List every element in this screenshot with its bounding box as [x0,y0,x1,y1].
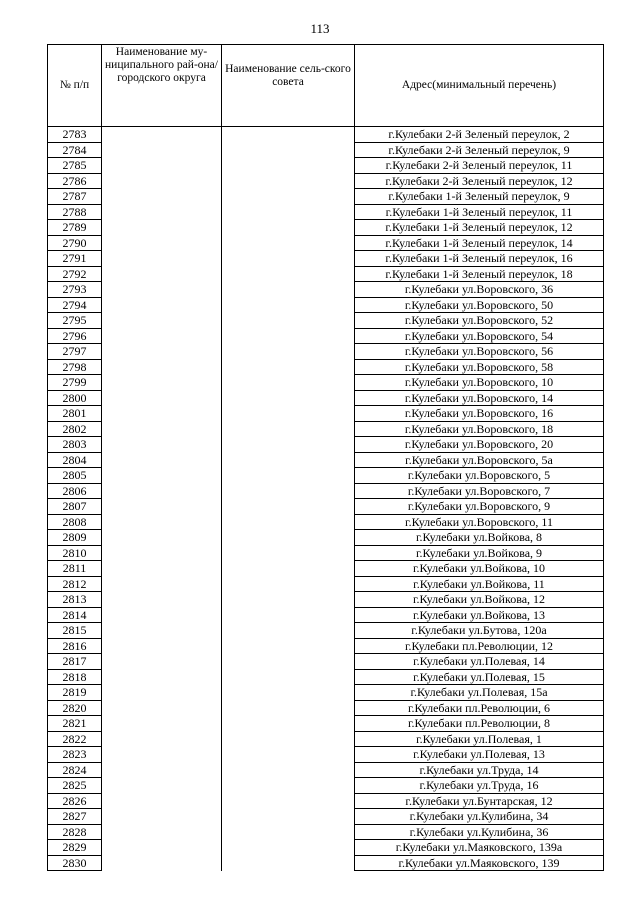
address-cell: г.Кулебаки ул.Полевая, 13 [355,747,604,763]
council-cell [222,359,355,375]
table-row [48,468,604,484]
council-cell [222,669,355,685]
council-cell [222,545,355,561]
council-cell [222,855,355,871]
row-number: 2807 [48,499,102,515]
row-number: 2819 [48,685,102,701]
address-cell: г.Кулебаки ул.Войкова, 11 [355,576,604,592]
row-number: 2813 [48,592,102,608]
district-cell [102,840,222,856]
table-row [48,793,604,809]
district-cell [102,375,222,391]
district-cell [102,747,222,763]
district-cell [102,669,222,685]
table-row [48,809,604,825]
council-cell [222,390,355,406]
council-cell [222,840,355,856]
district-cell [102,235,222,251]
table-row [48,545,604,561]
table-row [48,344,604,360]
address-cell: г.Кулебаки 1-й Зеленый переулок, 11 [355,204,604,220]
row-number: 2816 [48,638,102,654]
row-number: 2827 [48,809,102,825]
table-row [48,561,604,577]
table-row [48,576,604,592]
table-row [48,530,604,546]
row-number: 2790 [48,235,102,251]
district-cell [102,266,222,282]
council-cell [222,421,355,437]
table-row [48,762,604,778]
district-cell [102,142,222,158]
table-row [48,778,604,794]
address-cell: г.Кулебаки ул.Воровского, 58 [355,359,604,375]
address-cell: г.Кулебаки 2-й Зеленый переулок, 12 [355,173,604,189]
district-cell [102,189,222,205]
row-number: 2825 [48,778,102,794]
table-row [48,716,604,732]
council-cell [222,173,355,189]
district-cell [102,592,222,608]
council-cell [222,654,355,670]
council-cell [222,158,355,174]
address-cell: г.Кулебаки ул.Воровского, 52 [355,313,604,329]
table-row [48,127,604,143]
district-cell [102,499,222,515]
address-cell: г.Кулебаки пл.Революции, 6 [355,700,604,716]
council-cell [222,824,355,840]
address-cell: г.Кулебаки ул.Воровского, 7 [355,483,604,499]
council-cell [222,716,355,732]
table-row [48,313,604,329]
address-registry-table [47,44,604,871]
council-cell [222,189,355,205]
header-number: № п/п [48,45,102,127]
row-number: 2818 [48,669,102,685]
row-number: 2817 [48,654,102,670]
table-row [48,700,604,716]
row-number: 2792 [48,266,102,282]
row-number: 2806 [48,483,102,499]
table-row [48,282,604,298]
district-cell [102,328,222,344]
address-cell: г.Кулебаки ул.Кулибина, 36 [355,824,604,840]
row-number: 2799 [48,375,102,391]
council-cell [222,313,355,329]
address-cell: г.Кулебаки ул.Войкова, 8 [355,530,604,546]
district-cell [102,530,222,546]
row-number: 2788 [48,204,102,220]
council-cell [222,235,355,251]
address-cell: г.Кулебаки пл.Революции, 12 [355,638,604,654]
row-number: 2789 [48,220,102,236]
address-cell: г.Кулебаки ул.Воровского, 14 [355,390,604,406]
district-cell [102,390,222,406]
header-address: Адрес(минимальный перечень) [355,45,604,127]
row-number: 2810 [48,545,102,561]
table-row [48,747,604,763]
district-cell [102,638,222,654]
address-cell: г.Кулебаки 2-й Зеленый переулок, 11 [355,158,604,174]
address-cell: г.Кулебаки 1-й Зеленый переулок, 14 [355,235,604,251]
address-cell: г.Кулебаки ул.Воровского, 54 [355,328,604,344]
council-cell [222,282,355,298]
council-cell [222,437,355,453]
district-cell [102,824,222,840]
row-number: 2814 [48,607,102,623]
council-cell [222,220,355,236]
row-number: 2830 [48,855,102,871]
district-cell [102,607,222,623]
table-row [48,359,604,375]
district-cell [102,514,222,530]
table-row [48,623,604,639]
table-row [48,731,604,747]
district-cell [102,700,222,716]
address-cell: г.Кулебаки ул.Воровского, 9 [355,499,604,515]
table-row [48,235,604,251]
district-cell [102,127,222,143]
address-cell: г.Кулебаки ул.Воровского, 56 [355,344,604,360]
table-row [48,204,604,220]
table-row [48,855,604,871]
district-cell [102,716,222,732]
row-number: 2803 [48,437,102,453]
table-row [48,638,604,654]
council-cell [222,530,355,546]
row-number: 2797 [48,344,102,360]
council-cell [222,778,355,794]
district-cell [102,282,222,298]
district-cell [102,468,222,484]
district-cell [102,251,222,267]
district-cell [102,793,222,809]
address-cell: г.Кулебаки ул.Воровского, 20 [355,437,604,453]
address-cell: г.Кулебаки ул.Воровского, 18 [355,421,604,437]
row-number: 2811 [48,561,102,577]
district-cell [102,437,222,453]
row-number: 2793 [48,282,102,298]
council-cell [222,406,355,422]
table-row [48,142,604,158]
address-cell: г.Кулебаки ул.Воровского, 11 [355,514,604,530]
council-cell [222,499,355,515]
row-number: 2815 [48,623,102,639]
district-cell [102,561,222,577]
council-cell [222,762,355,778]
council-cell [222,592,355,608]
council-cell [222,344,355,360]
district-cell [102,762,222,778]
district-cell [102,421,222,437]
district-cell [102,158,222,174]
table-row [48,824,604,840]
table-row [48,840,604,856]
row-number: 2801 [48,406,102,422]
address-cell: г.Кулебаки ул.Труда, 14 [355,762,604,778]
council-cell [222,297,355,313]
row-number: 2802 [48,421,102,437]
council-cell [222,204,355,220]
council-cell [222,731,355,747]
district-cell [102,406,222,422]
row-number: 2823 [48,747,102,763]
council-cell [222,700,355,716]
district-cell [102,173,222,189]
row-number: 2812 [48,576,102,592]
address-cell: г.Кулебаки 1-й Зеленый переулок, 16 [355,251,604,267]
council-cell [222,452,355,468]
council-cell [222,576,355,592]
table-header [48,45,604,127]
table-row [48,685,604,701]
district-cell [102,855,222,871]
address-cell: г.Кулебаки ул.Воровского, 10 [355,375,604,391]
table-row [48,669,604,685]
row-number: 2824 [48,762,102,778]
council-cell [222,127,355,143]
district-cell [102,452,222,468]
row-number: 2804 [48,452,102,468]
address-cell: г.Кулебаки ул.Полевая, 15 [355,669,604,685]
district-cell [102,204,222,220]
row-number: 2787 [48,189,102,205]
table-row [48,452,604,468]
address-cell: г.Кулебаки ул.Полевая, 15а [355,685,604,701]
row-number: 2795 [48,313,102,329]
district-cell [102,359,222,375]
address-cell: г.Кулебаки 2-й Зеленый переулок, 9 [355,142,604,158]
row-number: 2821 [48,716,102,732]
table-row [48,189,604,205]
table-row [48,220,604,236]
row-number: 2829 [48,840,102,856]
row-number: 2798 [48,359,102,375]
address-cell: г.Кулебаки ул.Воровского, 36 [355,282,604,298]
address-cell: г.Кулебаки ул.Воровского, 5 [355,468,604,484]
row-number: 2826 [48,793,102,809]
address-cell: г.Кулебаки ул.Маяковского, 139а [355,840,604,856]
address-cell: г.Кулебаки 1-й Зеленый переулок, 9 [355,189,604,205]
council-cell [222,328,355,344]
district-cell [102,483,222,499]
council-cell [222,561,355,577]
row-number: 2783 [48,127,102,143]
district-cell [102,220,222,236]
address-cell: г.Кулебаки ул.Войкова, 12 [355,592,604,608]
district-cell [102,545,222,561]
address-cell: г.Кулебаки 1-й Зеленый переулок, 18 [355,266,604,282]
council-cell [222,266,355,282]
council-cell [222,375,355,391]
address-cell: г.Кулебаки ул.Бунтарская, 12 [355,793,604,809]
council-cell [222,793,355,809]
header-district: Наименование му-ниципального рай-она/ городского округа [102,45,222,127]
table-row [48,158,604,174]
district-cell [102,313,222,329]
table-row [48,173,604,189]
district-cell [102,297,222,313]
table-row [48,328,604,344]
table-row [48,406,604,422]
address-cell: г.Кулебаки ул.Бутова, 120а [355,623,604,639]
council-cell [222,468,355,484]
address-cell: г.Кулебаки пл.Революции, 8 [355,716,604,732]
address-cell: г.Кулебаки ул.Воровского, 5а [355,452,604,468]
address-cell: г.Кулебаки ул.Войкова, 9 [355,545,604,561]
row-number: 2809 [48,530,102,546]
table-row [48,607,604,623]
row-number: 2784 [48,142,102,158]
table-row [48,654,604,670]
row-number: 2785 [48,158,102,174]
council-cell [222,142,355,158]
header-row [48,45,604,127]
table-row [48,592,604,608]
row-number: 2794 [48,297,102,313]
row-number: 2828 [48,824,102,840]
district-cell [102,576,222,592]
council-cell [222,251,355,267]
row-number: 2800 [48,390,102,406]
address-cell: г.Кулебаки ул.Маяковского, 139 [355,855,604,871]
page-number: 113 [310,21,330,36]
address-cell: г.Кулебаки ул.Полевая, 14 [355,654,604,670]
council-cell [222,809,355,825]
row-number: 2808 [48,514,102,530]
address-cell: г.Кулебаки ул.Войкова, 13 [355,607,604,623]
district-cell [102,623,222,639]
table-row [48,251,604,267]
row-number: 2805 [48,468,102,484]
district-cell [102,809,222,825]
table-row [48,421,604,437]
row-number: 2796 [48,328,102,344]
council-cell [222,483,355,499]
council-cell [222,638,355,654]
district-cell [102,344,222,360]
district-cell [102,654,222,670]
table-row [48,266,604,282]
address-cell: г.Кулебаки ул.Войкова, 10 [355,561,604,577]
row-number: 2791 [48,251,102,267]
table-row [48,499,604,515]
council-cell [222,623,355,639]
table-row [48,437,604,453]
council-cell [222,747,355,763]
council-cell [222,607,355,623]
row-number: 2786 [48,173,102,189]
district-cell [102,685,222,701]
district-cell [102,778,222,794]
row-number: 2820 [48,700,102,716]
table-row [48,390,604,406]
address-cell: г.Кулебаки ул.Полевая, 1 [355,731,604,747]
table-row [48,297,604,313]
address-cell: г.Кулебаки ул.Труда, 16 [355,778,604,794]
address-cell: г.Кулебаки 1-й Зеленый переулок, 12 [355,220,604,236]
table-row [48,514,604,530]
address-cell: г.Кулебаки ул.Кулибина, 34 [355,809,604,825]
table-body [48,127,604,871]
council-cell [222,685,355,701]
district-cell [102,731,222,747]
table-row [48,483,604,499]
header-council: Наименование сель-ского совета [222,45,355,127]
address-cell: г.Кулебаки 2-й Зеленый переулок, 2 [355,127,604,143]
address-cell: г.Кулебаки ул.Воровского, 16 [355,406,604,422]
table-row [48,375,604,391]
address-cell: г.Кулебаки ул.Воровского, 50 [355,297,604,313]
council-cell [222,514,355,530]
row-number: 2822 [48,731,102,747]
